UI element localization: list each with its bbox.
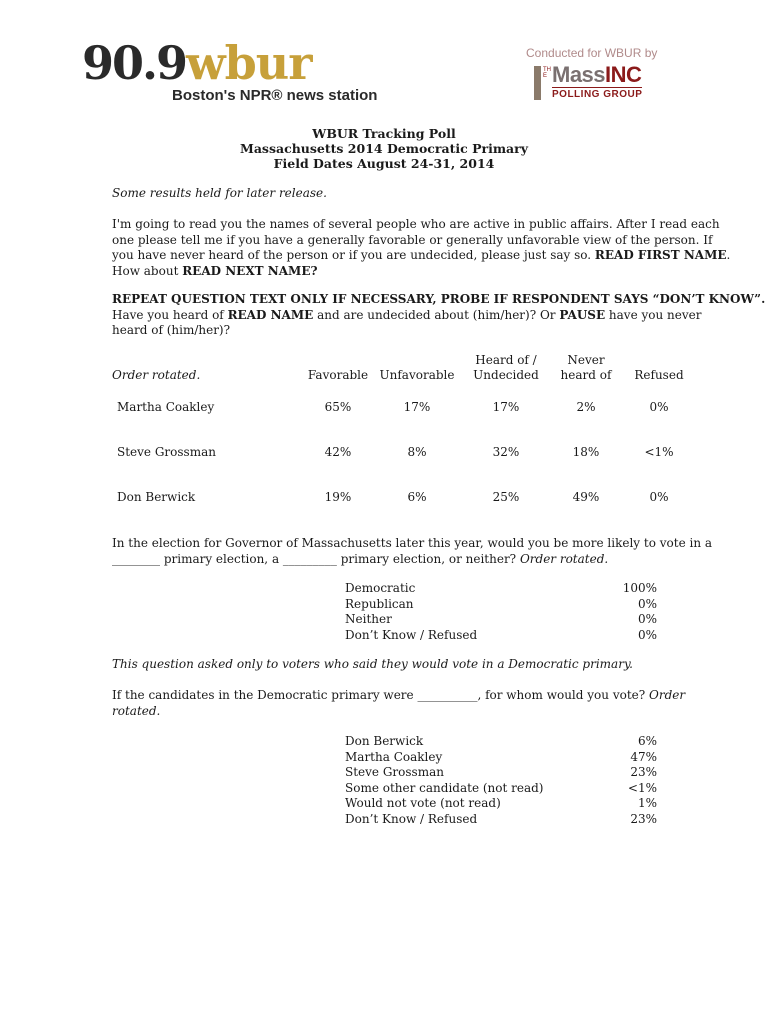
candidate-name: Don Berwick [117, 490, 196, 504]
intro-line-2: one please tell me if you have a generally favorable or generally unfavorable view of the person. If [112, 232, 713, 247]
title-line-3: Field Dates August 24-31, 2014 [273, 156, 495, 171]
intro-line-3: you have never heard of the person or if you are undecided, please just say so. READ FIRST NAME. [112, 248, 731, 262]
massinc-logo [532, 64, 652, 102]
logo-tagline: Boston's NPR® news station [172, 87, 378, 104]
intro-line-1: I'm going to read you the names of several people who are active in public affairs. After I read each [112, 217, 720, 231]
table-row: Martha Coakley 65% 17% 17% 2% 0% [117, 400, 669, 414]
logo-brand: wbur [186, 36, 312, 90]
poll-title [184, 126, 584, 171]
candidate-name: Steve Grossman [117, 445, 216, 459]
col-favorable: Favorable [307, 368, 369, 382]
list-item: Don Berwick 6% [345, 734, 657, 748]
title-line-2: Massachusetts 2014 Democratic Primary [239, 141, 528, 156]
col-heard-undecided: Heard of / Undecided [473, 353, 539, 382]
question-primary-line-1: In the election for Governor of Massachusetts later this year, would you be more likely to vote in a [112, 536, 713, 550]
note-held: Some results held for later release. [112, 186, 327, 200]
massinc-the: THE [543, 67, 551, 79]
massinc-mass: Mass [552, 62, 606, 87]
col-unfavorable: Unfavorable [379, 368, 455, 382]
intro-paragraph [112, 217, 730, 279]
list-item: Neither 0% [345, 612, 657, 627]
list-item: Martha Coakley 47% [345, 749, 657, 764]
list-item: Would not vote (not read) 1% [345, 796, 657, 811]
repeat-instruction [112, 292, 765, 339]
note-dem-only: This question asked only to voters who said they would vote in a Democratic primary. [112, 657, 633, 671]
candidate-name: Martha Coakley [117, 400, 215, 414]
intro-line-4: How about READ NEXT NAME? [112, 263, 318, 278]
primary-results [345, 581, 657, 643]
list-item: Steve Grossman 23% [345, 765, 657, 780]
list-item: Democratic 100% [345, 581, 657, 595]
order-rotated-label: Order rotated. [112, 368, 201, 382]
question-primary-line-2: ________ primary election, a _________ primary election, or neither? Order rotated. [112, 551, 609, 566]
wbur-logo [82, 36, 378, 108]
list-item: Don’t Know / Refused 0% [345, 627, 657, 642]
repeat-line-1: REPEAT QUESTION TEXT ONLY IF NECESSARY, PROBE IF RESPONDENT SAYS “DON’T KNOW”. [112, 292, 766, 306]
massinc-inc: INC [605, 62, 642, 87]
repeat-line-2: Have you heard of READ NAME and are undecided about (him/her)? Or PAUSE have you never [112, 307, 702, 322]
favorability-table [0, 350, 768, 510]
question-candidates-line-1: If the candidates in the Democratic primary were __________, for whom would you vote? Order [112, 688, 686, 702]
col-never-heard: Never heard of [560, 353, 612, 382]
list-item: Don’t Know / Refused 23% [345, 811, 657, 826]
col-refused: Refused [634, 368, 684, 382]
title-line-1: WBUR Tracking Poll [312, 126, 456, 141]
candidate-results [345, 734, 657, 828]
table-row: Don Berwick 19% 6% 25% 49% 0% [117, 490, 669, 504]
massinc-bar-icon [534, 66, 541, 100]
repeat-line-3: heard of (him/her)? [112, 323, 231, 337]
question-candidates-line-2: rotated. [112, 703, 161, 718]
massinc-subtitle: POLLING GROUP [552, 89, 643, 100]
logo-number: 90.9 [82, 36, 187, 90]
question-primary [112, 536, 712, 567]
list-item: Some other candidate (not read) <1% [345, 780, 657, 795]
question-candidates [112, 688, 685, 719]
conducted-for-label: Conducted for WBUR by [526, 46, 658, 60]
table-row: Steve Grossman 42% 8% 32% 18% <1% [117, 445, 674, 459]
list-item: Republican 0% [345, 596, 657, 611]
